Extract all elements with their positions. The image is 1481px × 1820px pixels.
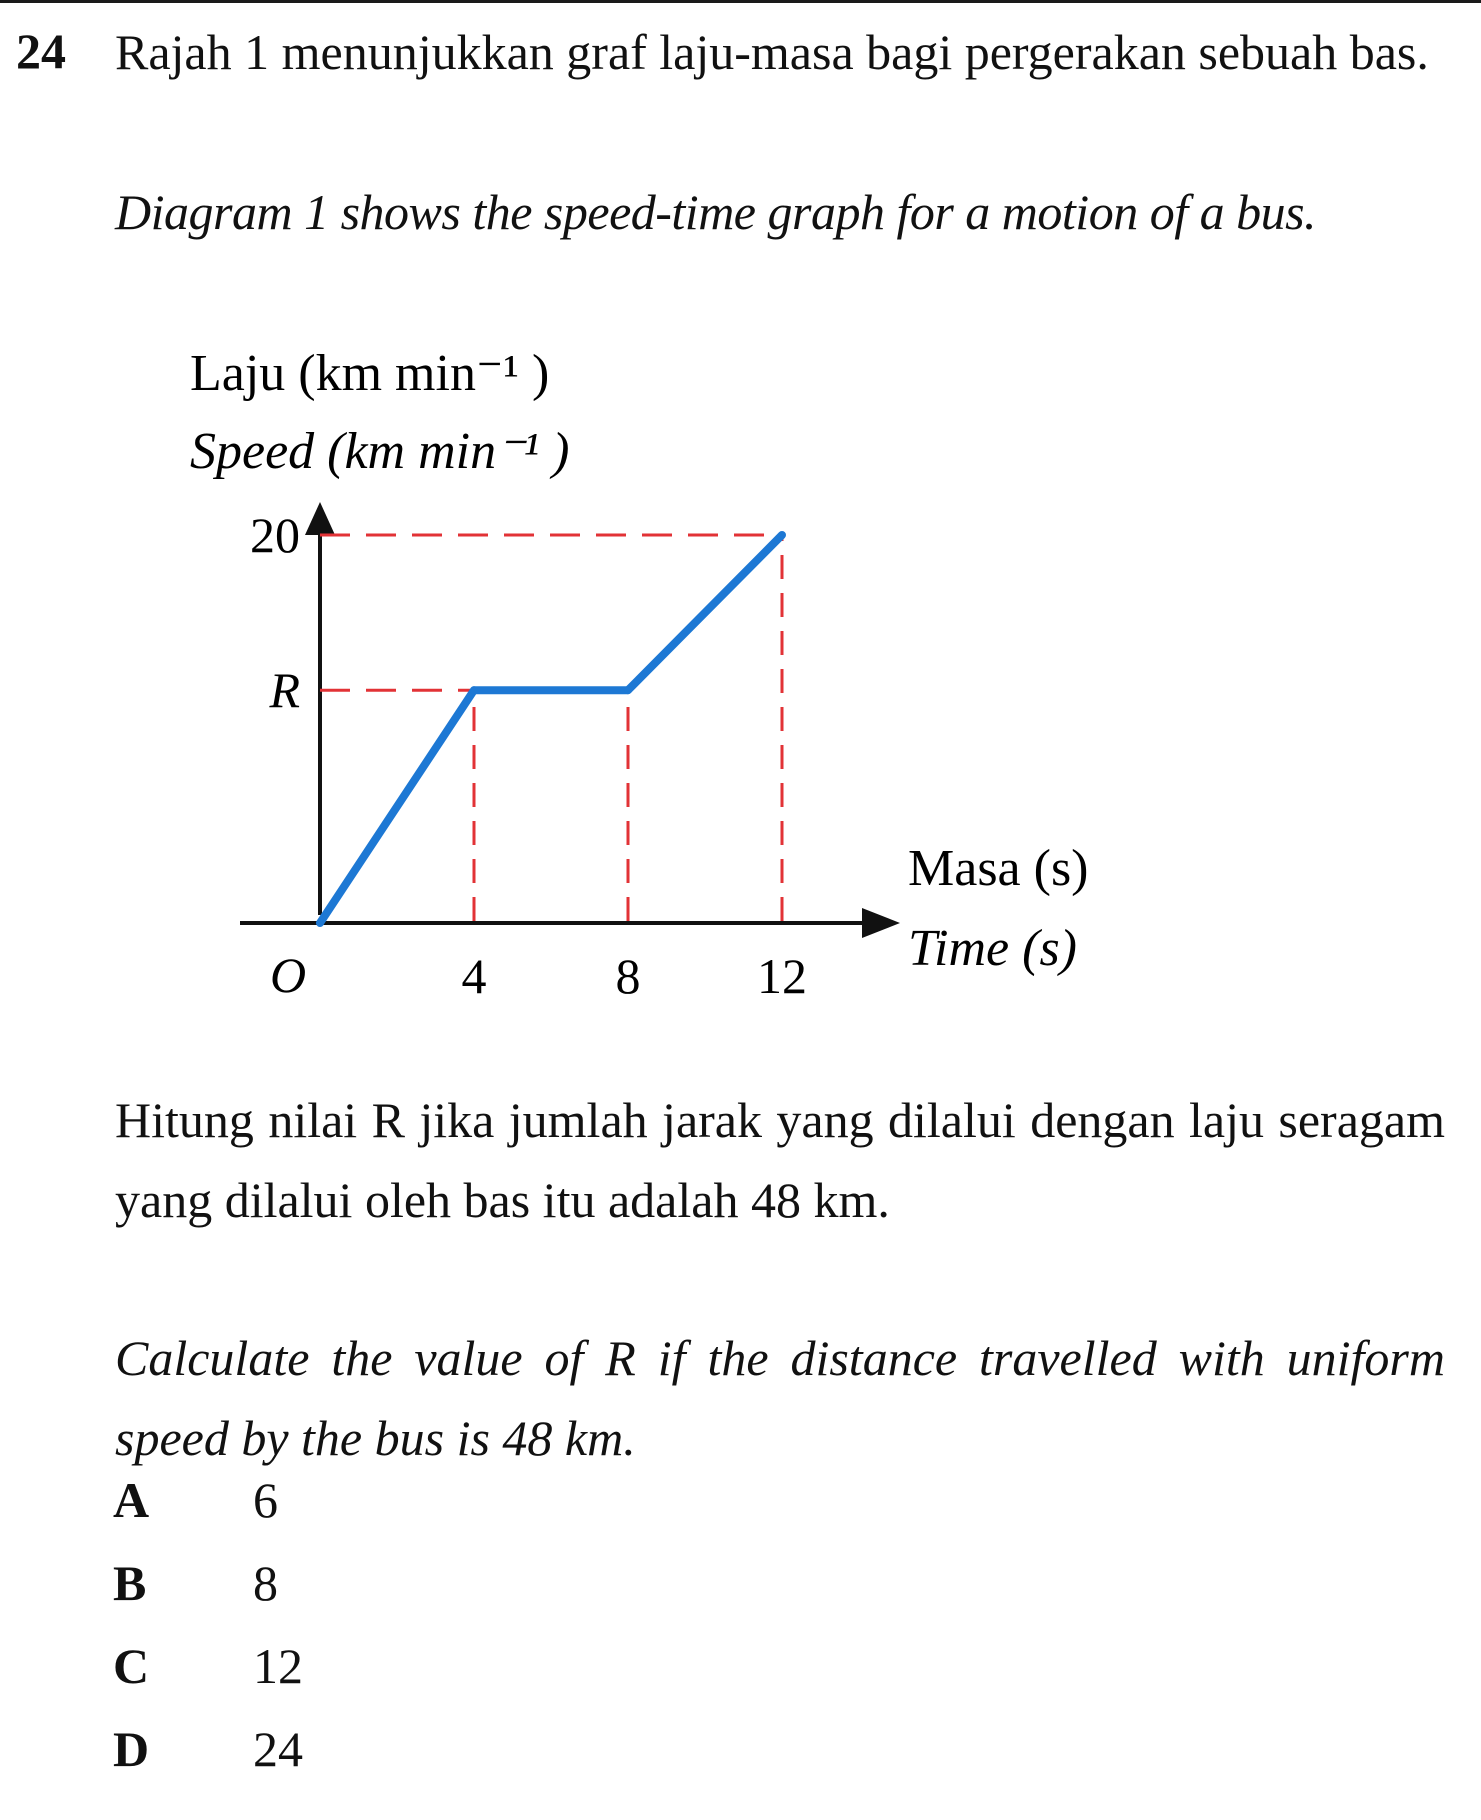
- option-value: 8: [253, 1555, 278, 1611]
- speed-time-graph: [0, 340, 1481, 1040]
- question-number: 24: [16, 23, 66, 79]
- option-value: 6: [253, 1472, 278, 1528]
- y-label-malay: Laju (km min⁻¹ ): [190, 345, 550, 402]
- y-axis-arrow-icon: [305, 502, 335, 535]
- x-axis-arrow-icon: [862, 908, 900, 938]
- guide-lines: [320, 535, 782, 921]
- option-letter: C: [113, 1638, 150, 1694]
- x-tick-label: 4: [461, 948, 487, 1004]
- tick-labels: [250, 507, 807, 1004]
- option-letter: B: [113, 1555, 147, 1611]
- option-b[interactable]: [113, 1553, 278, 1613]
- option-a[interactable]: [113, 1470, 278, 1530]
- english-intro: Diagram 1 shows the speed-time graph for a motion of a bus.: [115, 184, 1317, 240]
- y-label-english: Speed (km min⁻¹ ): [190, 423, 570, 480]
- y-tick-label: R: [269, 662, 300, 719]
- x-label-english: Time (s): [908, 920, 1077, 977]
- malay-task: Hitung nilai R jika jumlah jarak yang dilalui dengan laju seragam yang dilalui oleh bas itu adalah 48 km.: [115, 1092, 1445, 1228]
- option-letter: A: [113, 1472, 150, 1528]
- x-label-malay: Masa (s): [908, 840, 1089, 897]
- origin-label: O: [269, 947, 307, 1003]
- option-value: 24: [253, 1721, 303, 1777]
- top-rule: [0, 0, 1481, 3]
- series-segment: [320, 690, 474, 923]
- x-tick-label: 8: [615, 948, 641, 1004]
- option-c[interactable]: [113, 1636, 303, 1696]
- option-d[interactable]: [113, 1719, 303, 1779]
- malay-intro: Rajah 1 menunjukkan graf laju-masa bagi pergerakan sebuah bas.: [115, 24, 1429, 80]
- x-tick-label: 12: [757, 948, 807, 1004]
- y-tick-label: 20: [250, 507, 300, 563]
- series-segment: [628, 535, 782, 690]
- english-task: Calculate the value of R if the distance travelled with uniform speed by the bus is 48 km.: [115, 1330, 1445, 1466]
- option-letter: D: [113, 1721, 150, 1777]
- series-layer: [320, 535, 782, 923]
- option-value: 12: [253, 1638, 303, 1694]
